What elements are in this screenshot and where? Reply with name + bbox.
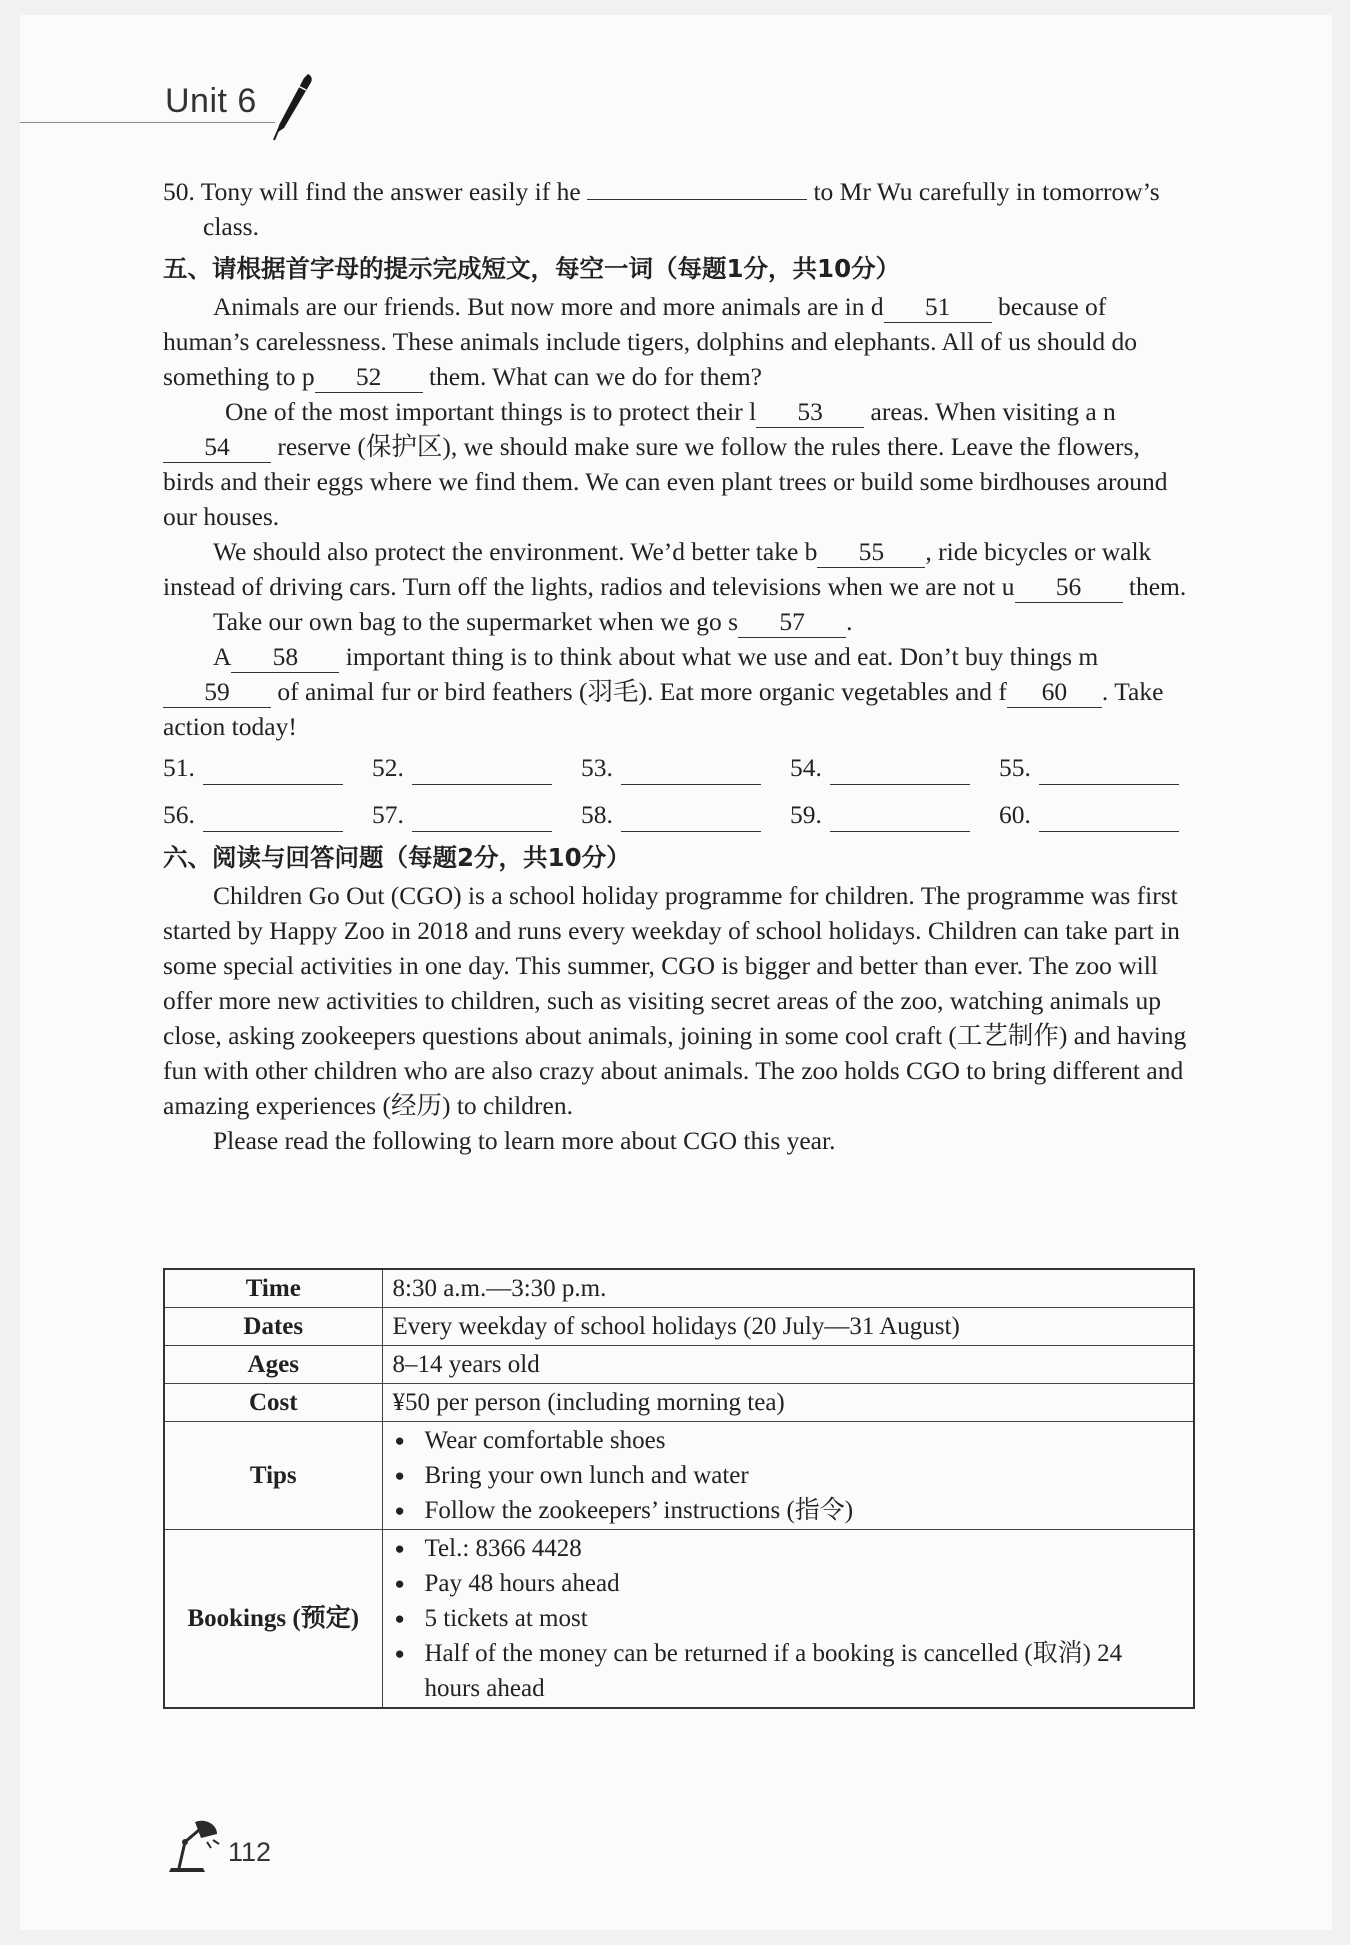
passage-text: We should also protect the environment. We’d better take b xyxy=(213,537,818,566)
passage-paragraph-5 xyxy=(163,639,1193,744)
blank-54[interactable]: 54 xyxy=(163,432,271,463)
answer-line-57[interactable] xyxy=(412,804,552,832)
answer-line-60[interactable] xyxy=(1039,804,1179,832)
cgo-info-table xyxy=(163,1268,1195,1709)
dates-label: Dates xyxy=(164,1308,382,1346)
blank-53[interactable]: 53 xyxy=(756,397,864,428)
booking-item: ● Tel.: 8366 4428 xyxy=(393,1531,1184,1566)
content xyxy=(163,174,1193,1158)
answer-line-54[interactable] xyxy=(830,757,970,785)
booking-item: ● Half of the money can be returned if a booking is cancelled (取消) 24 hours ahead xyxy=(393,1636,1184,1706)
passage-text: A xyxy=(213,642,232,671)
answer-cell xyxy=(163,797,372,832)
cost-label: Cost xyxy=(164,1384,382,1422)
answer-cell xyxy=(581,797,790,832)
passage-text: reserve (保护区), we should make sure we follow the rules there. Leave the flowers, birds and their eggs where we find them. We can even plant trees or build some birdhouses around our houses. xyxy=(163,432,1168,531)
answer-number: 52. xyxy=(372,753,404,782)
ages-value: 8–14 years old xyxy=(382,1346,1194,1384)
passage-text: . xyxy=(846,607,853,636)
time-value: 8:30 a.m.—3:30 p.m. xyxy=(382,1269,1194,1308)
answer-line-51[interactable] xyxy=(203,757,343,785)
answer-cell xyxy=(790,797,999,832)
unit-title: Unit 6 xyxy=(165,82,257,120)
passage-text: important thing is to think about what we use and eat. Don’t buy things m xyxy=(345,642,1099,671)
tips-list-cell xyxy=(382,1422,1194,1530)
table-row xyxy=(164,1308,1194,1346)
answer-number: 51. xyxy=(163,753,195,782)
passage-paragraph-2 xyxy=(163,394,1193,534)
answer-line-55[interactable] xyxy=(1039,757,1179,785)
dates-value: Every weekday of school holidays (20 July—31 August) xyxy=(382,1308,1194,1346)
answer-cell xyxy=(372,750,581,785)
tips-list xyxy=(393,1423,1184,1528)
table-row xyxy=(164,1269,1194,1308)
booking-item: ● Pay 48 hours ahead xyxy=(393,1566,1184,1601)
blank-56[interactable]: 56 xyxy=(1015,572,1123,603)
booking-item: ● 5 tickets at most xyxy=(393,1601,1184,1636)
cost-value: ¥50 per person (including morning tea) xyxy=(382,1384,1194,1422)
question-50 xyxy=(163,174,1193,244)
blank-58[interactable]: 58 xyxy=(231,642,339,673)
answer-line-59[interactable] xyxy=(830,804,970,832)
answer-cell xyxy=(999,750,1208,785)
answer-line-53[interactable] xyxy=(621,757,761,785)
q50-blank[interactable] xyxy=(587,199,807,200)
answer-number: 54. xyxy=(790,753,822,782)
pen-icon xyxy=(268,70,316,142)
desk-lamp-icon xyxy=(165,1818,221,1876)
passage-paragraph-4 xyxy=(163,604,1193,639)
passage-text: because of human’s carelessness. These animals include tigers, dolphins and elephants. All of us should do something to p xyxy=(163,292,1138,391)
tip-item: ● Bring your own lunch and water xyxy=(393,1458,1184,1493)
blank-51[interactable]: 51 xyxy=(884,292,992,323)
passage-text: One of the most important things is to protect their l xyxy=(225,397,757,426)
answer-grid xyxy=(163,750,1193,832)
passage-text: Take our own bag to the supermarket when we go s xyxy=(213,607,739,636)
table-row xyxy=(164,1384,1194,1422)
answer-line-56[interactable] xyxy=(203,804,343,832)
q50-text-after: to Mr Wu carefully in tomorrow’s class. xyxy=(203,177,1160,241)
answer-cell xyxy=(999,797,1208,832)
blank-55[interactable]: 55 xyxy=(817,537,925,568)
bookings-list-cell xyxy=(382,1530,1194,1709)
bookings-label: Bookings (预定) xyxy=(164,1530,382,1709)
blank-59[interactable]: 59 xyxy=(163,677,271,708)
tip-item: ● Follow the zookeepers’ instructions (指令) xyxy=(393,1493,1184,1528)
passage-text: . Take action today! xyxy=(163,677,1164,741)
header-rule xyxy=(20,122,275,123)
answer-cell xyxy=(790,750,999,785)
blank-52[interactable]: 52 xyxy=(315,362,423,393)
answer-line-52[interactable] xyxy=(412,757,552,785)
answer-number: 58. xyxy=(581,800,613,829)
answer-number: 57. xyxy=(372,800,404,829)
reading-paragraph-1: Children Go Out (CGO) is a school holiday programme for children. The programme was first started by Happy Zoo in 2018 and runs every weekday of school holidays. Children can take part in some special activities in one day. This summer, CGO is bigger and better than ever. The zoo will offer more new activities to children, such as visiting secret areas of the zoo, watching animals up close, asking zookeepers questions about animals, joining in some cool craft (工艺制作) and having fun with other children who are also crazy about animals. The zoo holds CGO to bring different and amazing experiences (经历) to children. xyxy=(163,881,1187,1120)
table-row xyxy=(164,1346,1194,1384)
blank-57[interactable]: 57 xyxy=(738,607,846,638)
answer-number: 60. xyxy=(999,800,1031,829)
page-number: 112 xyxy=(228,1837,272,1867)
answer-cell xyxy=(581,750,790,785)
q50-text-before: 50. Tony will find the answer easily if he xyxy=(163,177,581,206)
answer-number: 55. xyxy=(999,753,1031,782)
answer-cell xyxy=(372,797,581,832)
tip-item: ● Wear comfortable shoes xyxy=(393,1423,1184,1458)
passage-text: them. What can we do for them? xyxy=(428,362,763,391)
passage-text: Animals are our friends. But now more and more animals are in d xyxy=(213,292,884,321)
answer-number: 53. xyxy=(581,753,613,782)
passage-text: areas. When visiting a n xyxy=(870,397,1116,426)
passage-paragraph-1 xyxy=(163,289,1193,394)
table-row xyxy=(164,1422,1194,1530)
time-label: Time xyxy=(164,1269,382,1308)
ages-label: Ages xyxy=(164,1346,382,1384)
reading-paragraph-2: Please read the following to learn more about CGO this year. xyxy=(213,1126,836,1155)
answer-number: 56. xyxy=(163,800,195,829)
tips-label: Tips xyxy=(164,1422,382,1530)
answer-cell xyxy=(163,750,372,785)
answer-number: 59. xyxy=(790,800,822,829)
table-row xyxy=(164,1530,1194,1709)
blank-60[interactable]: 60 xyxy=(1007,677,1102,708)
answer-line-58[interactable] xyxy=(621,804,761,832)
section-5-title: 五、请根据首字母的提示完成短文，每空一词（每题1分，共10分） xyxy=(163,254,901,283)
bookings-list xyxy=(393,1531,1184,1706)
passage-paragraph-3 xyxy=(163,534,1193,604)
passage-text: them. xyxy=(1128,572,1187,601)
section-6-title: 六、阅读与回答问题（每题2分，共10分） xyxy=(163,843,631,872)
passage-text: of animal fur or bird feathers (羽毛). Eat more organic vegetables and f xyxy=(277,677,1007,706)
passage-text: , ride bicycles or walk instead of driving cars. Turn off the lights, radios and televisions when we are not u xyxy=(163,537,1152,601)
